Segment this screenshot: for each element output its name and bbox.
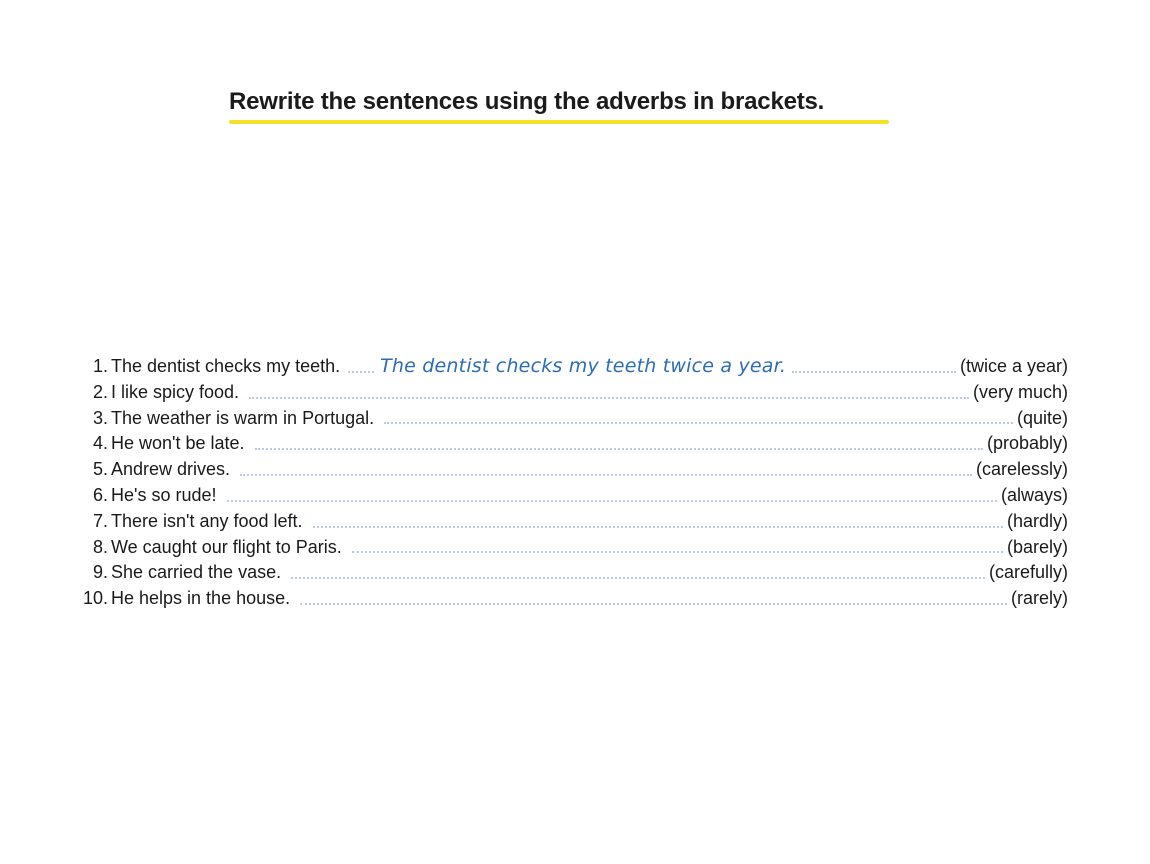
item-sentence: We caught our flight to Paris. bbox=[111, 536, 342, 557]
item-adverb: (quite) bbox=[1016, 407, 1068, 428]
dotted-line-lead bbox=[348, 371, 374, 373]
answer-line[interactable] bbox=[255, 448, 983, 450]
item-adverb: (barely) bbox=[1006, 536, 1068, 557]
exercise-heading-block bbox=[229, 86, 889, 124]
item-number: 3. bbox=[92, 407, 108, 428]
item-number: 5. bbox=[92, 459, 108, 480]
item-number: 1. bbox=[92, 356, 108, 376]
exercise-list bbox=[72, 354, 1068, 612]
item-adverb: (rarely) bbox=[1011, 588, 1068, 609]
answer-line[interactable] bbox=[227, 500, 997, 502]
answer-line[interactable] bbox=[313, 526, 1003, 528]
answer-line[interactable] bbox=[352, 551, 1003, 553]
example-answer: The dentist checks my teeth twice a year. bbox=[380, 355, 787, 377]
item-number: 7. bbox=[92, 510, 108, 531]
item-adverb: (hardly) bbox=[1006, 510, 1068, 531]
exercise-item-7 bbox=[72, 509, 1068, 535]
dotted-line-tail bbox=[792, 371, 956, 373]
item-number: 2. bbox=[92, 381, 108, 402]
exercise-item-6 bbox=[72, 483, 1068, 509]
exercise-item-9 bbox=[72, 560, 1068, 586]
answer-line[interactable] bbox=[249, 397, 969, 399]
item-adverb: (carefully) bbox=[988, 562, 1068, 583]
item-adverb: (very much) bbox=[972, 381, 1068, 402]
item-adverb: (twice a year) bbox=[959, 356, 1068, 376]
item-sentence: He won't be late. bbox=[111, 433, 245, 454]
answer-line[interactable] bbox=[240, 474, 972, 476]
item-adverb: (always) bbox=[1000, 484, 1068, 505]
item-adverb: (probably) bbox=[986, 433, 1068, 454]
item-adverb: (carelessly) bbox=[975, 459, 1068, 480]
item-sentence: She carried the vase. bbox=[111, 562, 282, 583]
exercise-item-4 bbox=[72, 431, 1068, 457]
exercise-heading: Rewrite the sentences using the adverbs in brackets. bbox=[229, 88, 825, 115]
item-number: 4. bbox=[92, 433, 108, 454]
item-sentence: The weather is warm in Portugal. bbox=[111, 407, 375, 428]
item-number: 9. bbox=[92, 562, 108, 583]
item-sentence: He helps in the house. bbox=[111, 588, 291, 609]
exercise-item-3 bbox=[72, 406, 1068, 432]
item-number: 8. bbox=[92, 536, 108, 557]
exercise-item-8 bbox=[72, 535, 1068, 561]
exercise-item-1 bbox=[72, 354, 1068, 380]
answer-line[interactable] bbox=[300, 603, 1007, 605]
item-sentence: The dentist checks my teeth. bbox=[111, 356, 341, 376]
exercise-item-5 bbox=[72, 457, 1068, 483]
answer-line[interactable] bbox=[384, 422, 1013, 424]
answer-line[interactable] bbox=[291, 577, 985, 579]
item-sentence: He's so rude! bbox=[111, 484, 217, 505]
item-number: 10. bbox=[82, 588, 108, 609]
item-number: 6. bbox=[92, 484, 108, 505]
item-sentence: Andrew drives. bbox=[111, 459, 231, 480]
answer-line[interactable] bbox=[348, 354, 956, 380]
item-sentence: I like spicy food. bbox=[111, 381, 240, 402]
exercise-item-10 bbox=[72, 586, 1068, 612]
exercise-item-2 bbox=[72, 380, 1068, 406]
item-sentence: There isn't any food left. bbox=[111, 510, 303, 531]
heading-highlight-underline bbox=[229, 120, 889, 124]
